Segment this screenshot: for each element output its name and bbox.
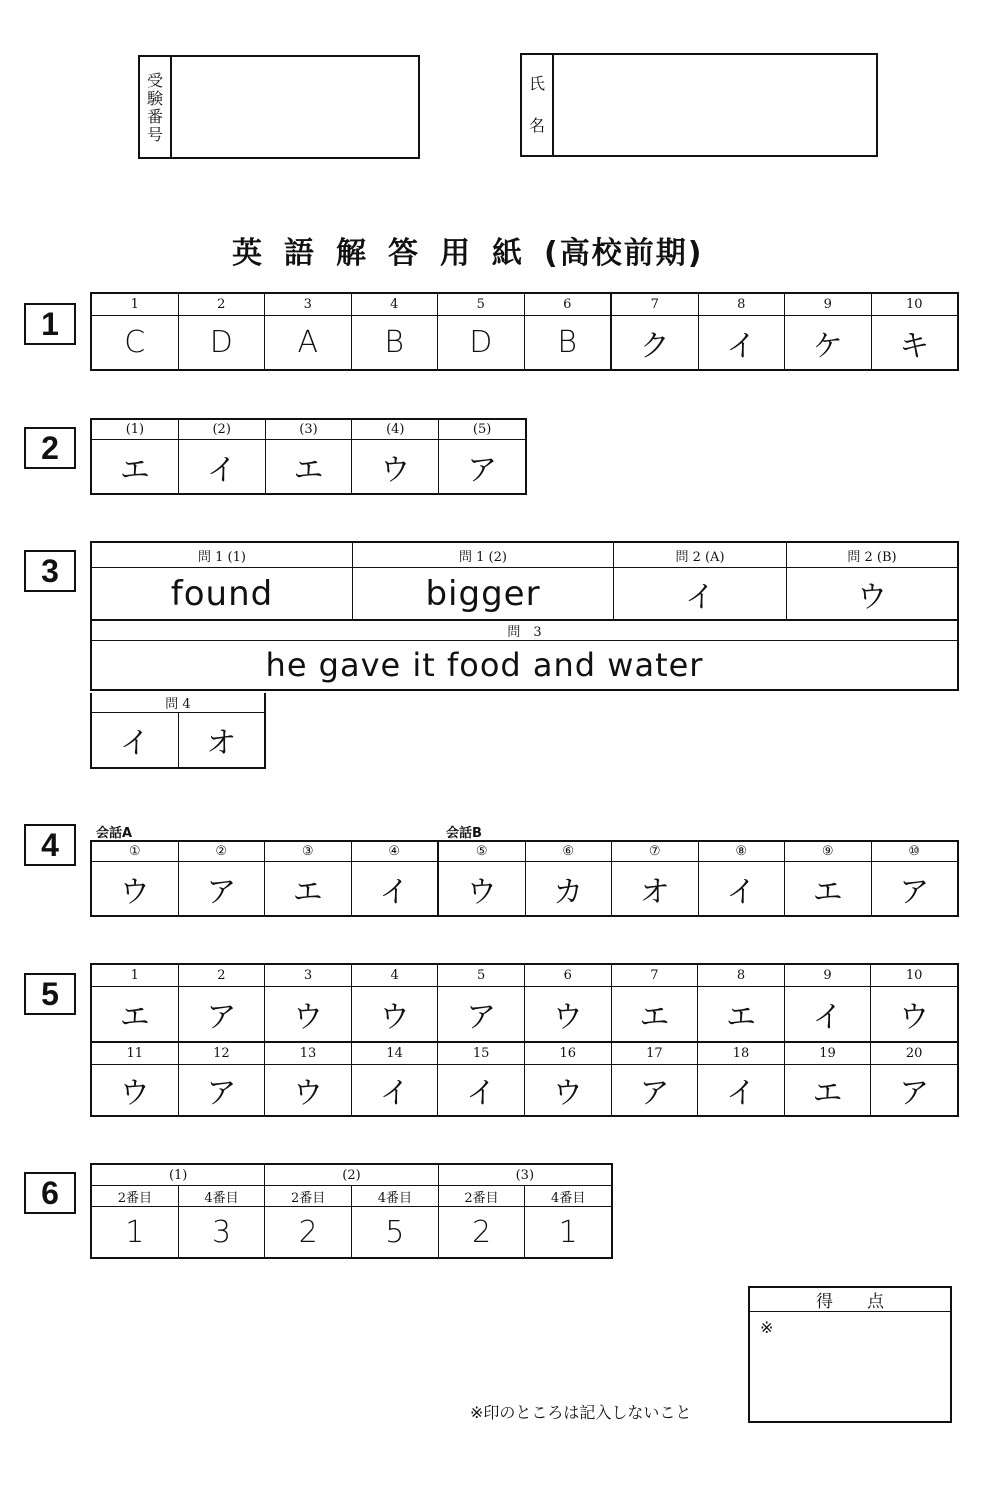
s4-answer[interactable]: イ	[699, 862, 786, 915]
score-field[interactable]	[750, 1312, 950, 1421]
section-3-top-grid	[90, 541, 959, 691]
s1-answer[interactable]: D	[438, 316, 525, 369]
section-number-5: 5	[24, 973, 76, 1015]
s5-answer[interactable]: ウ	[525, 1065, 612, 1115]
s1-header: 10	[905, 297, 923, 312]
s5-header: 17	[612, 1043, 699, 1064]
s1-header: 3	[265, 294, 352, 315]
section-2-header-row	[92, 420, 525, 440]
s4-answer[interactable]: エ	[785, 862, 872, 915]
s1-header: 6	[525, 294, 613, 315]
s2-answer[interactable]: エ	[92, 440, 179, 493]
s5-answer[interactable]: エ	[92, 987, 179, 1041]
s4-header: ④	[352, 842, 440, 861]
s6-answer[interactable]: 1	[558, 1214, 578, 1250]
s3-q1-2-answer[interactable]: bigger	[353, 568, 614, 619]
s5-header: 5	[438, 965, 525, 986]
s4-header: ①	[92, 842, 179, 861]
s2-answer[interactable]: ア	[467, 452, 498, 488]
s1-header: 9	[785, 294, 872, 315]
s1-answer[interactable]: イ	[699, 316, 786, 369]
exam-number-box	[138, 55, 420, 159]
s1-answer[interactable]: B	[525, 316, 613, 369]
exam-number-field[interactable]	[172, 57, 418, 157]
s4-label-b: 会話B	[446, 826, 482, 841]
s4-answer[interactable]: イ	[352, 862, 440, 915]
s4-header: ⑤	[439, 842, 526, 861]
s2-answer[interactable]: イ	[179, 440, 266, 493]
s5-header: 14	[352, 1043, 439, 1064]
section-1-header-row	[92, 294, 957, 316]
section-number-4: 4	[24, 824, 76, 866]
section-1-grid	[90, 292, 959, 371]
s5-header: 3	[265, 965, 352, 986]
s3-q3-answer[interactable]: he gave it food and water	[265, 646, 704, 684]
s6-answer-row	[92, 1207, 611, 1257]
s5-header: 11	[92, 1043, 179, 1064]
s1-header: 1	[92, 294, 179, 315]
section-2-grid	[90, 418, 527, 495]
score-box	[748, 1286, 952, 1423]
section-5-header-row-2	[92, 1043, 957, 1065]
s3-q1-1-answer[interactable]: found	[92, 568, 353, 619]
s6-subheader: 2番目	[92, 1186, 179, 1206]
name-label: 氏 名	[522, 55, 554, 155]
s2-answer[interactable]: エ	[266, 440, 353, 493]
s4-answer[interactable]: エ	[265, 862, 352, 915]
s4-header: ⑩	[908, 844, 921, 859]
s5-answer[interactable]: イ	[438, 1065, 525, 1115]
s6-subheader-row	[92, 1186, 611, 1207]
name-box	[520, 53, 878, 157]
s3-q2b-answer[interactable]: ウ	[857, 579, 887, 615]
section-4-grid	[90, 840, 959, 917]
s2-header: (1)	[92, 420, 179, 439]
s6-group-header: (3)	[515, 1167, 535, 1183]
s5-header: 15	[438, 1043, 525, 1064]
s1-header: 4	[352, 294, 439, 315]
s4-answer[interactable]: ア	[899, 874, 930, 910]
section-1-answer-row	[92, 316, 957, 369]
section-5-grid	[90, 963, 959, 1117]
s5-header: 9	[785, 965, 872, 986]
s4-answer[interactable]: ア	[179, 862, 266, 915]
s1-header: 5	[438, 294, 525, 315]
section-number-1: 1	[24, 303, 76, 345]
s4-answer[interactable]: ウ	[92, 862, 179, 915]
s3-q3-header: 問 3	[92, 621, 957, 641]
s1-answer[interactable]: ケ	[785, 316, 872, 369]
s4-label-a: 会話A	[96, 826, 133, 841]
s5-header: 18	[698, 1043, 785, 1064]
s2-header: (3)	[266, 420, 353, 439]
s3-q2a-answer[interactable]: イ	[614, 568, 787, 619]
s5-header: 16	[525, 1043, 612, 1064]
s5-header: 7	[612, 965, 699, 986]
s4-answer[interactable]: カ	[526, 862, 613, 915]
s5-header: 8	[698, 965, 785, 986]
section-4-answer-row	[92, 862, 957, 915]
s3-answer-row	[92, 568, 957, 621]
s1-header: 8	[699, 294, 786, 315]
section-5-header-row-1	[92, 965, 957, 987]
s2-header: (4)	[352, 420, 439, 439]
s6-answer[interactable]: 2	[265, 1207, 352, 1257]
s6-answer[interactable]: 3	[179, 1207, 266, 1257]
s5-header: 20	[905, 1046, 923, 1061]
s1-header: 2	[179, 294, 266, 315]
s5-header: 4	[352, 965, 439, 986]
s5-answer[interactable]: ウ	[92, 1065, 179, 1115]
s5-answer[interactable]: ウ	[352, 987, 439, 1041]
s5-header: 10	[905, 968, 923, 983]
s5-answer[interactable]: ウ	[265, 987, 352, 1041]
section-number-6: 6	[24, 1172, 76, 1214]
s2-header: (2)	[179, 420, 266, 439]
s4-header: ⑥	[526, 842, 613, 861]
s5-answer[interactable]: ア	[179, 1065, 266, 1115]
s3-header-row	[92, 543, 957, 568]
s6-subheader: 2番目	[265, 1186, 352, 1206]
s3-q1-2-header: 問 1 (2)	[353, 543, 614, 567]
section-3-q4-grid	[90, 693, 266, 769]
page-title: 英語解答用紙(高校前期)	[232, 236, 704, 271]
s3-q2b-header: 問 2 (B)	[847, 549, 897, 565]
section-4-header-row	[92, 842, 957, 862]
section-number-3: 3	[24, 550, 76, 592]
s1-answer[interactable]: D	[179, 316, 266, 369]
s5-header: 13	[265, 1043, 352, 1064]
s6-answer[interactable]: 1	[92, 1207, 179, 1257]
s2-header: (5)	[472, 422, 492, 437]
section-number-2: 2	[24, 427, 76, 469]
s4-answer[interactable]: オ	[612, 862, 699, 915]
exam-number-label: 受 験 番 号	[140, 57, 172, 157]
s6-answer[interactable]: 2	[439, 1207, 526, 1257]
s2-answer[interactable]: ウ	[352, 440, 439, 493]
s5-answer[interactable]: ウ	[899, 1000, 930, 1035]
s5-answer[interactable]: イ	[698, 1065, 785, 1115]
s6-subheader: 4番目	[179, 1186, 266, 1206]
s3-q4-answer-row	[92, 713, 264, 767]
s5-answer[interactable]: エ	[785, 1065, 872, 1115]
s6-group-row	[92, 1165, 611, 1186]
s4-header: ⑨	[785, 842, 872, 861]
s4-answer[interactable]: ウ	[439, 862, 526, 915]
section-5-answer-row-1	[92, 987, 957, 1043]
s3-q2a-header: 問 2 (A)	[614, 543, 787, 567]
s1-answer[interactable]: C	[92, 316, 179, 369]
section-6-grid	[90, 1163, 613, 1259]
s5-answer[interactable]: エ	[612, 987, 699, 1041]
score-note: ※印のところは記入しないこと	[470, 1403, 692, 1422]
s4-header: ⑦	[612, 842, 699, 861]
section-2-answer-row	[92, 440, 525, 493]
s5-header: 19	[785, 1043, 872, 1064]
s5-answer[interactable]: ア	[899, 1076, 930, 1111]
s5-answer[interactable]: ア	[612, 1065, 699, 1115]
s5-answer[interactable]: ア	[438, 987, 525, 1041]
s6-answer[interactable]: 5	[352, 1207, 439, 1257]
s1-header: 7	[612, 294, 699, 315]
score-mark: ※	[760, 1318, 774, 1337]
s6-subheader: 4番目	[352, 1186, 439, 1206]
s1-answer[interactable]: B	[352, 316, 439, 369]
s5-header: 6	[525, 965, 612, 986]
section-5-answer-row-2	[92, 1065, 957, 1115]
s4-header: ⑧	[699, 842, 786, 861]
s5-answer[interactable]: イ	[352, 1065, 439, 1115]
s5-header: 1	[92, 965, 179, 986]
s5-header: 12	[179, 1043, 266, 1064]
name-field[interactable]	[554, 55, 876, 155]
s3-q4-answer[interactable]: イ	[92, 713, 179, 767]
s1-answer[interactable]: A	[265, 316, 352, 369]
s3-q1-1-header: 問 1 (1)	[92, 543, 353, 567]
s4-header: ②	[179, 842, 266, 861]
s6-group-header: (1)	[92, 1165, 265, 1185]
s5-answer[interactable]: エ	[698, 987, 785, 1041]
s5-header: 2	[179, 965, 266, 986]
s3-q4-answer[interactable]: オ	[206, 726, 237, 761]
s5-answer[interactable]: イ	[785, 987, 872, 1041]
s6-subheader: 2番目	[439, 1186, 526, 1206]
s5-answer[interactable]: ウ	[525, 987, 612, 1041]
score-label: 得 点	[750, 1288, 950, 1312]
s6-group-header: (2)	[265, 1165, 438, 1185]
s4-header: ③	[265, 842, 352, 861]
s5-answer[interactable]: ウ	[265, 1065, 352, 1115]
s5-answer[interactable]: ア	[179, 987, 266, 1041]
s1-answer[interactable]: ク	[612, 316, 699, 369]
s3-q4-header: 問 4	[92, 693, 264, 713]
s1-answer[interactable]: キ	[899, 328, 930, 364]
s6-subheader: 4番目	[551, 1190, 586, 1206]
